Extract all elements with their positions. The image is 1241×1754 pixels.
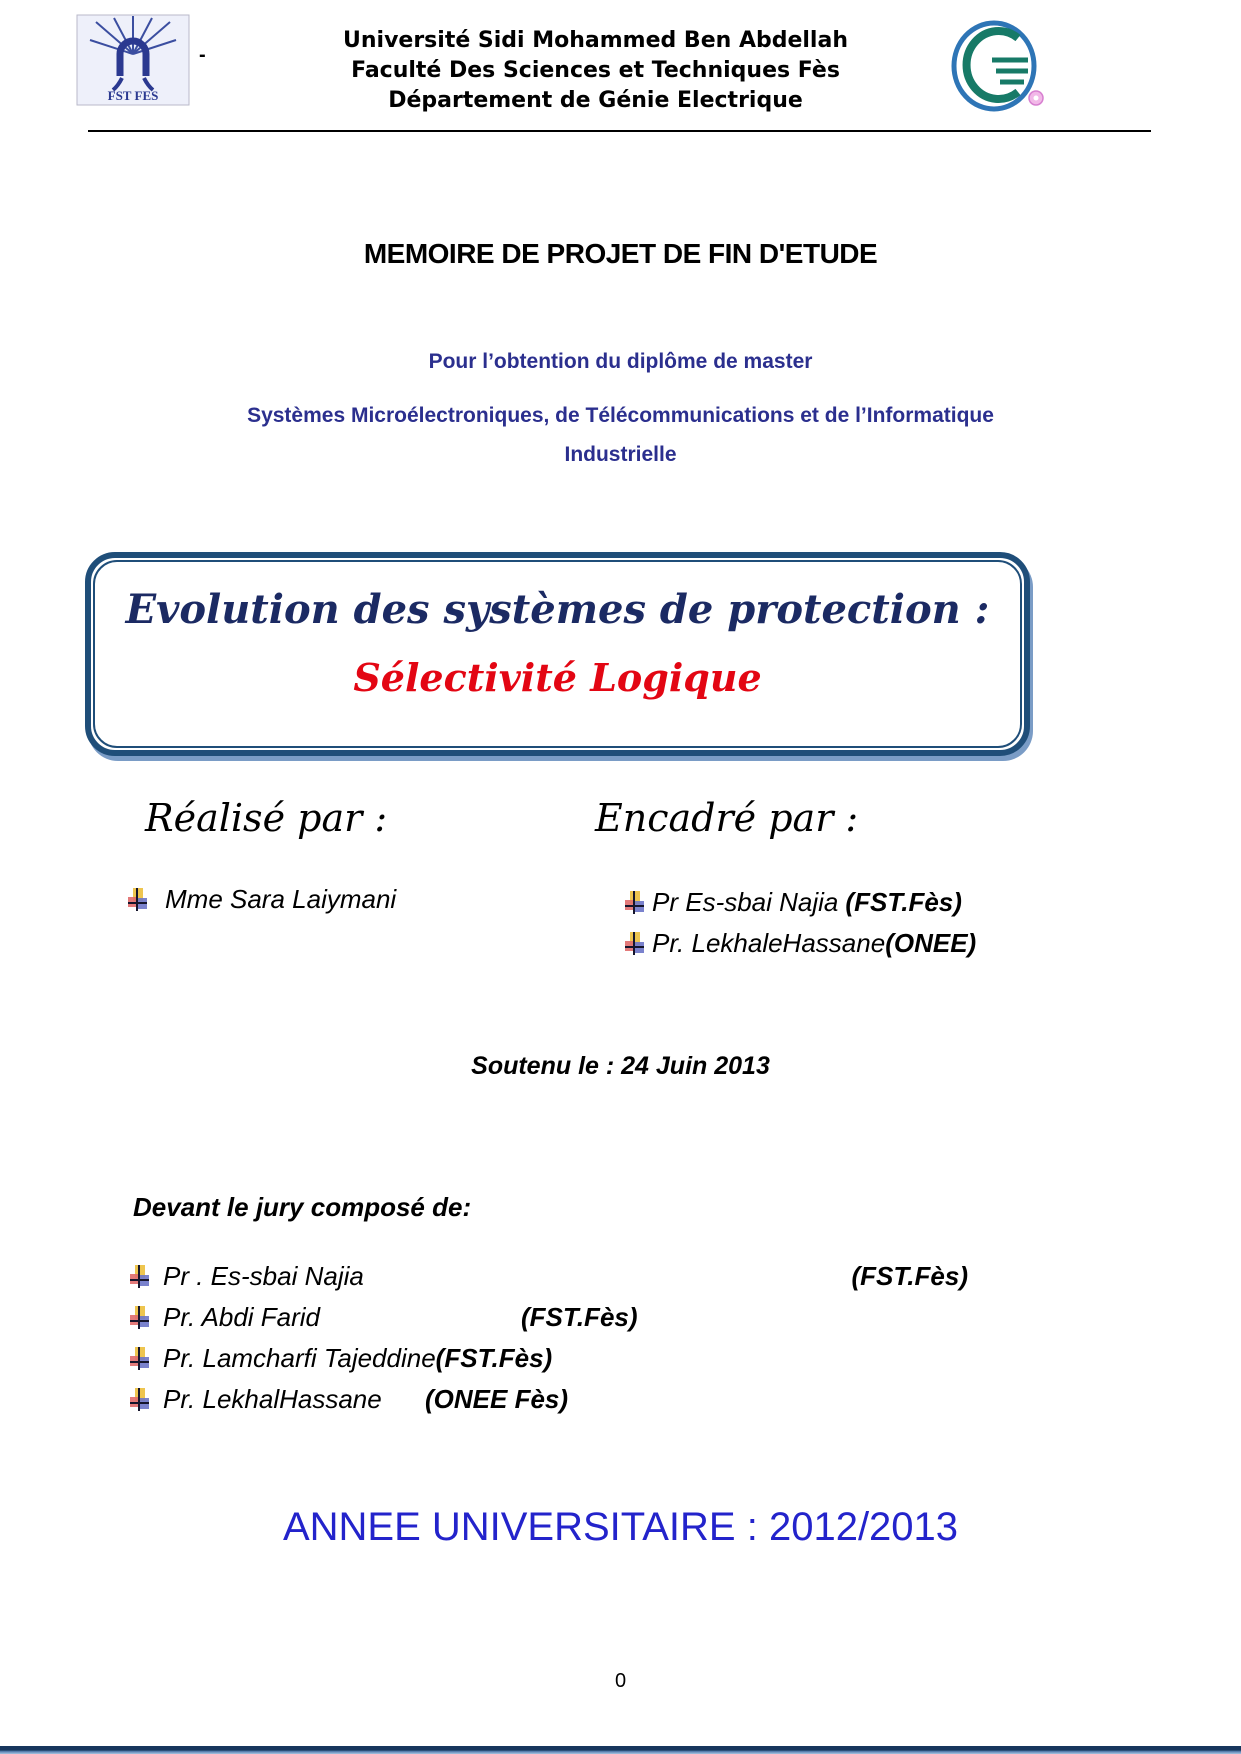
subject-subtitle: Sélectivité Logique	[353, 655, 762, 700]
genie-electrique-logo-icon	[948, 18, 1046, 118]
department-name: Département de Génie Electrique	[388, 88, 803, 113]
jury-member-row	[130, 1256, 968, 1297]
subject-title: Evolution des systèmes de protection :	[125, 586, 990, 633]
academic-year-line: ANNEE UNIVERSITAIRE : 2012/2013	[282, 1505, 959, 1549]
jury-member-row	[130, 1338, 968, 1379]
author-row	[128, 884, 396, 915]
jury-member-affiliation: (FST.Fès)	[851, 1261, 968, 1291]
supervisor-affiliation: (ONEE)	[885, 928, 977, 958]
bullet-icon	[130, 1388, 149, 1411]
jury-member-affiliation: (FST.Fès)	[521, 1302, 638, 1332]
encadre-par-label: Encadré par :	[595, 796, 859, 840]
jury-member-name: Pr. LekhalHassane	[163, 1384, 382, 1414]
faculty-name: Faculté Des Sciences et Techniques Fès	[351, 58, 840, 83]
supervisor-affiliation: (FST.Fès)	[845, 887, 962, 917]
jury-member-affiliation: (FST.Fès)	[435, 1343, 553, 1373]
supervisor-row	[625, 882, 976, 923]
bullet-icon	[128, 888, 147, 911]
realise-par-label: Réalisé par :	[145, 796, 388, 840]
jury-member-row	[130, 1297, 968, 1338]
subject-title-box-inner-border	[93, 560, 1022, 748]
jury-heading: Devant le jury composé de:	[133, 1192, 472, 1222]
bullet-icon	[625, 932, 644, 955]
jury-member-name: Pr. Abdi Farid	[163, 1302, 321, 1332]
bottom-border-bar	[0, 1746, 1241, 1754]
bullet-icon	[130, 1306, 149, 1329]
bullet-icon	[130, 1347, 149, 1370]
supervisors-list	[625, 882, 976, 964]
jury-member-row	[130, 1379, 968, 1420]
purpose-line: Pour l’obtention du diplôme de master	[428, 350, 813, 373]
header-divider	[88, 130, 1151, 132]
jury-member-name: Pr . Es-sbai Najia	[163, 1261, 364, 1291]
bullet-icon	[130, 1265, 149, 1288]
jury-member-affiliation: (ONEE Fès)	[425, 1384, 569, 1414]
supervisor-name: Pr Es-sbai Najia	[652, 887, 839, 917]
program-line-2: Industrielle	[564, 443, 677, 466]
page-number: 0	[614, 1670, 627, 1692]
document-type-title: MEMOIRE DE PROJET DE FIN D'ETUDE	[363, 238, 878, 269]
defense-date-line: Soutenu le : 24 Juin 2013	[471, 1052, 770, 1080]
university-name: Université Sidi Mohammed Ben Abdellah	[343, 28, 848, 53]
program-line-1: Systèmes Microélectroniques, de Télécommunications et de l’Informatique	[247, 404, 994, 427]
jury-list	[130, 1256, 968, 1420]
supervisor-row	[625, 923, 976, 964]
subject-title-box	[85, 552, 1030, 756]
author-name: Mme Sara Laiymani	[165, 884, 397, 914]
supervisor-name: Pr. LekhaleHassane	[652, 928, 886, 958]
svg-text:FST FES: FST FES	[107, 88, 159, 103]
jury-member-name: Pr. Lamcharfi Tajeddine	[163, 1343, 436, 1373]
header-dash: -	[199, 44, 206, 66]
bullet-icon	[625, 891, 644, 914]
